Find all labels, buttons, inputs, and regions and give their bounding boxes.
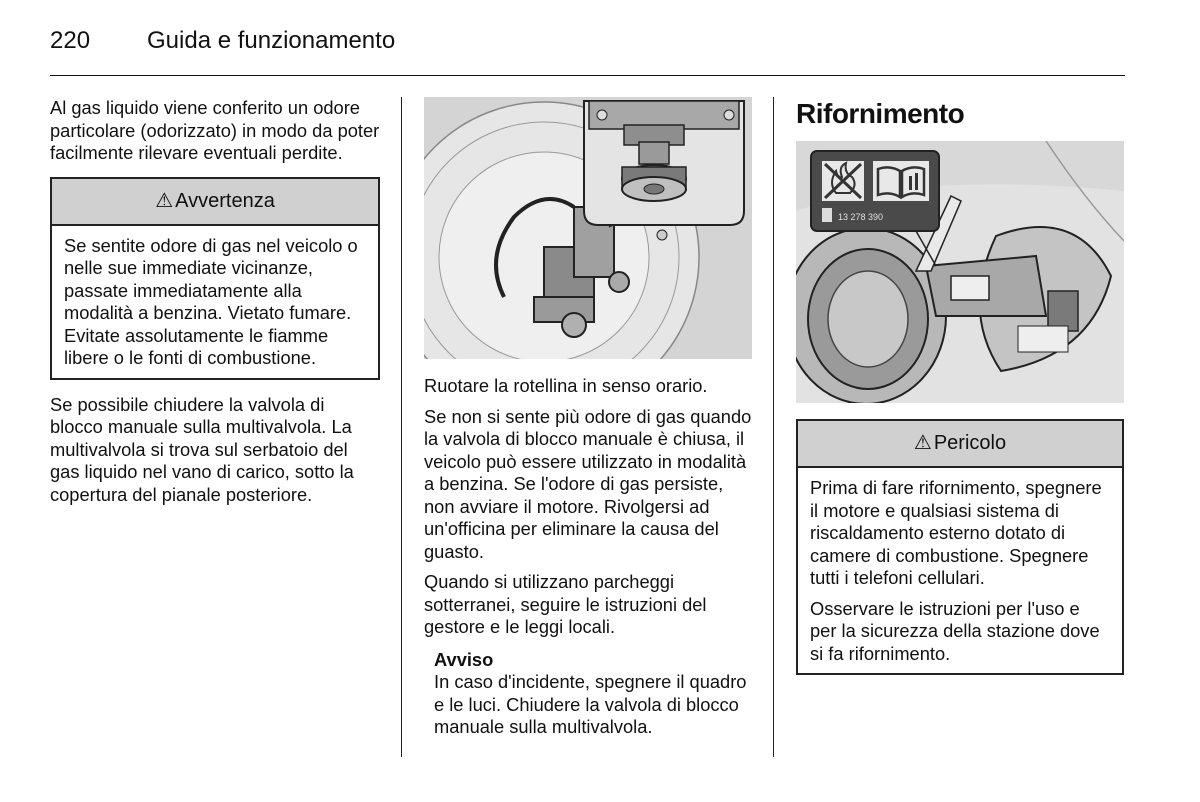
note-body: In caso d'incidente, spegnere il quadro e le luci. Chiudere la valvola di blocco manuale sulla multivalvola. — [434, 671, 747, 737]
warning-text: Se sentite odore di gas nel veicolo o nelle sue immediate vicinanze, passate immediatamente alla modalità a benzina. Vietato fumare. Evitate assolutamente le fiamme libere o le fonti di combustione. — [64, 234, 358, 368]
danger-box — [796, 419, 1124, 675]
danger-title: Pericolo — [933, 432, 1007, 455]
column-divider-1 — [401, 97, 402, 757]
multivalve-drawing — [424, 97, 752, 359]
instruction-paragraph: Ruotare la rotellina in senso orario. — [424, 375, 708, 396]
header-rule — [50, 75, 1125, 76]
warning-box — [50, 177, 380, 380]
closing-paragraph: Se possibile chiudere la valvola di blocco manuale sulla multivalvola. La multivalvola si trova sul serbatoio del gas liquido nel vano di carico, sotto la copertura del pianale posteriore. — [50, 393, 354, 505]
page-title: Guida e funzionamento — [147, 27, 396, 54]
danger-text-1: Prima di fare rifornimento, spegnere il motore e qualsiasi sistema di riscaldamento esterno dotato di camere di combustione. Spegnere tutti i telefoni cellulari. — [810, 477, 1102, 588]
parking-paragraph: Quando si utilizzano parcheggi sotterranei, seguire le istruzioni del gestore e le leggi locali. — [424, 571, 707, 637]
warning-triangle-icon: ⚠ — [155, 189, 174, 212]
warning-header — [52, 179, 378, 226]
odor-paragraph: Se non si sente più odore di gas quando la valvola di blocco manuale è chiusa, il veicolo può essere utilizzato in modalità a benzina. Se l'odore di gas persiste, non avviare il motore. Rivolgersi ad un'officina per eliminare la causa del guasto. — [424, 405, 752, 562]
column-divider-2 — [773, 97, 774, 757]
danger-header — [798, 421, 1122, 468]
fuel-flap-drawing — [796, 141, 1124, 403]
warning-title: Avvertenza — [175, 189, 275, 212]
label-number: 13 278 390 — [838, 212, 884, 222]
section-title: Rifornimento — [796, 98, 965, 129]
warning-triangle-icon: ⚠ — [913, 432, 932, 455]
page-header — [50, 26, 1125, 76]
page-number: 220 — [50, 27, 91, 54]
danger-text-2: Osservare le istruzioni per l'uso e per la sicurezza della stazione dove si fa rifornimento. — [810, 597, 1100, 664]
note-title: Avviso — [434, 648, 494, 670]
danger-body — [798, 468, 1122, 673]
multivalve-illustration — [424, 97, 752, 359]
column-3 — [796, 97, 1124, 689]
intro-paragraph: Al gas liquido viene conferito un odore particolare (odorizzato) in modo da poter facilmente rilevare eventuali perdite. — [50, 97, 380, 163]
warning-body — [52, 226, 378, 378]
fuel-flap-illustration — [796, 141, 1124, 403]
column-2 — [424, 97, 754, 739]
column-1 — [50, 97, 380, 514]
